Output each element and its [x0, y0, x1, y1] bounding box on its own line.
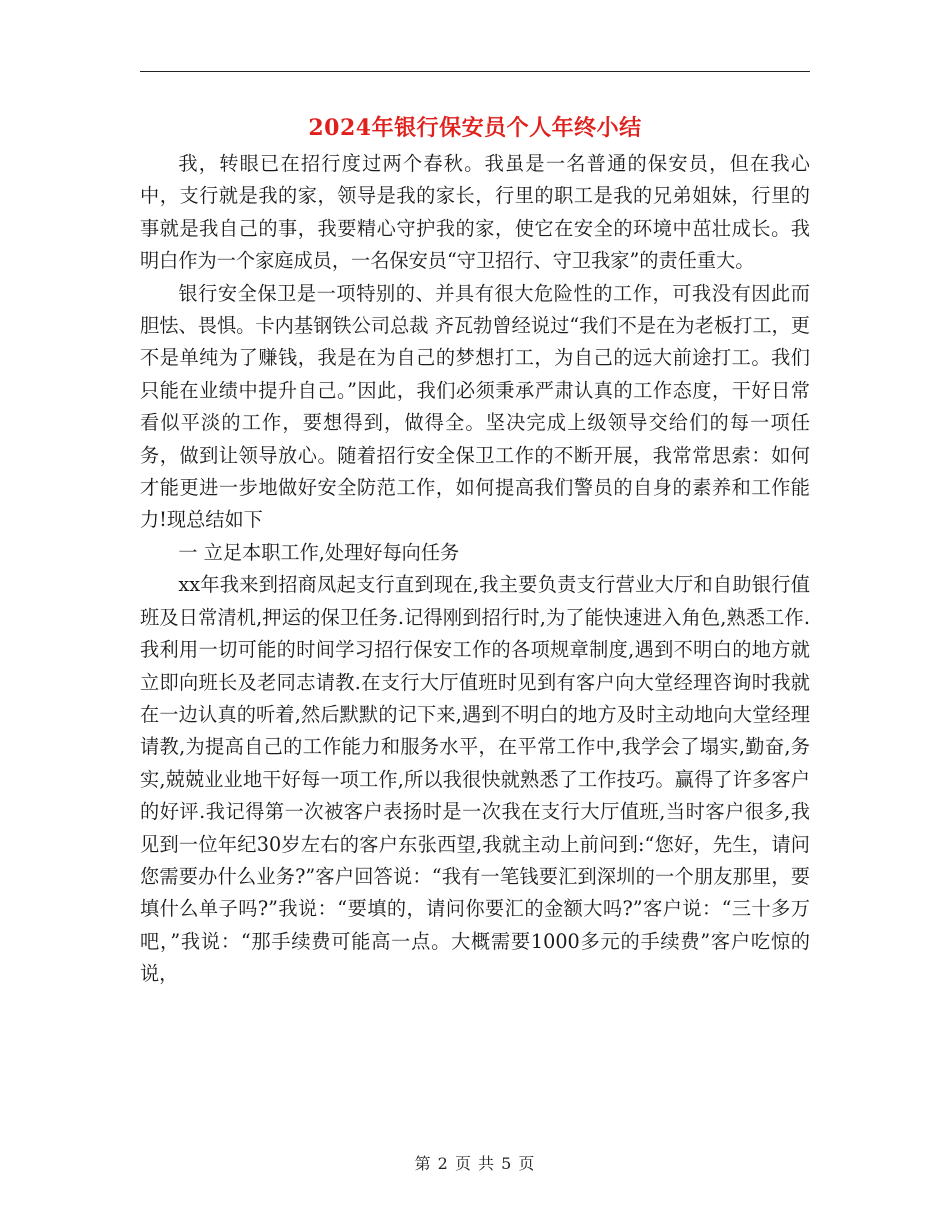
- document-title: 2024年银行保安员个人年终小结: [308, 115, 642, 141]
- section-heading: 一 立足本职工作,处理好每向任务: [178, 540, 460, 564]
- page-number: 第 2 页 共 5 页: [414, 1154, 536, 1173]
- document-body: [140, 148, 810, 991]
- header-rule: [140, 71, 810, 72]
- paragraph-3: xx年我来到招商凤起支行直到现在,我主要负责支行营业大厅和自助银行值班及日常清机,押运的保卫任务.记得刚到招行时,为了能快速进入角色,熟悉工作.我利用一切可能的时间学习招行保安工作的各项规章制度,遇到不明白的地方就立即向班长及老同志请教.在支行大厅值班时见到有客户向大堂经理咨询时我就在一边认真的听着,然后默默的记下来,遇到不明白的地方及时主动地向大堂经理请教,为提高自己的工作能力和服务水平，在平常工作中,我学会了塌实,勤奋,务实,兢兢业业地干好每一项工作,所以我很快就熟悉了工作技巧。赢得了许多客户的好评.我记得第一次被客户表扬时是一次我在支行大厅值班,当时客户很多,我见到一位年纪30岁左右的客户东张西望,我就主动上前问到:“您好，先生，请问您需要办什么业务?”客户回答说：“我有一笔钱要汇到深圳的一个朋友那里，要填什么单子吗?”我说：“要填的，请问你要汇的金额大吗?”客户说：“三十多万吧，”我说：“那手续费可能高一点。大概需要1000多元的手续费”客户吃惊的说，: [140, 573, 810, 986]
- paragraph-1: 我，转眼已在招行度过两个春秋。我虽是一名普通的保安员，但在我心中，支行就是我的家，领导是我的家长，行里的职工是我的兄弟姐妹，行里的事就是我自己的事，我要精心守护我的家，使它在安全的环境中茁壮成长。我明白作为一个家庭成员，一名保安员“守卫招行、守卫我家”的责任重大。: [140, 152, 810, 273]
- paragraph-2: 银行安全保卫是一项特别的、并具有很大危险性的工作，可我没有因此而胆怯、畏惧。卡内基钢铁公司总裁 齐瓦勃曾经说过“我们不是在为老板打工，更不是单纯为了赚钱，我是在为自己的梦想打工，为自己的远大前途打工。我们只能在业绩中提升自己。”因此，我们必须秉承严肃认真的工作态度，干好日常看似平淡的工作，要想得到，做得全。坚决完成上级领导交给们的每一项任务，做到让领导放心。随着招行安全保卫工作的不断开展，我常常思索：如何才能更进一步地做好安全防范工作，如何提高我们警员的自身的素养和工作能力!现总结如下: [140, 281, 810, 532]
